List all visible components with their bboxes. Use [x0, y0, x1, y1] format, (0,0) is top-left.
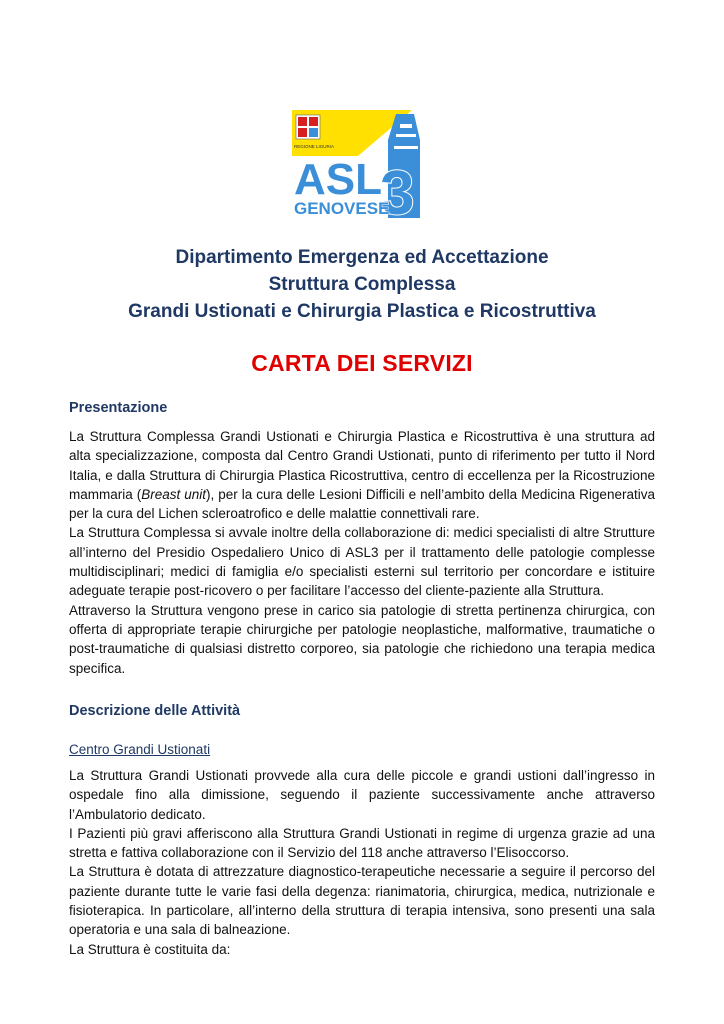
presentazione-paragraph-1 — [69, 427, 655, 523]
section-heading-descrizione: Descrizione delle Attività — [69, 703, 241, 719]
descrizione-paragraph-2: I Pazienti più gravi afferiscono alla Struttura Grandi Ustionati in regime di urgenza grazie ad una stretta e fattiva collaborazione con il Servizio del 118 anche attraverso l’Elisoccorso. — [69, 825, 655, 861]
descrizione-body — [69, 766, 655, 959]
logo-brand-sub: GENOVESE — [294, 199, 390, 218]
descrizione-paragraph-1: La Struttura Grandi Ustionati provvede alla cura delle piccole e grandi ustioni dall’ingresso in ospedale fino alla dimissione, seguendo il paziente successivamente anche attraverso l’Ambulatorio dedicato. — [69, 768, 655, 822]
presentazione-paragraph-3: Attraverso la Struttura vengono prese in carico sia patologie di stretta pertinenza chirurgica, con offerta di appropriate terapie chirurgiche per patologie neoplastiche, malformative, traumatiche o post-traumatiche di qualsiasi distretto corporeo, sia patologie che richiedono una terapia medica specifica. — [69, 602, 655, 676]
descrizione-paragraph-4: La Struttura è costituita da: — [69, 941, 231, 957]
section-heading-presentazione: Presentazione — [69, 400, 168, 416]
department-header — [0, 244, 724, 325]
presentazione-body — [69, 427, 655, 678]
header-line-2: Struttura Complessa — [268, 274, 456, 295]
document-title: CARTA DEI SERVIZI — [251, 350, 473, 376]
descrizione-paragraph-3: La Struttura è dotata di attrezzature diagnostico-terapeutiche necessarie a seguire il percorso del paziente durante tutte le varie fasi della degenza: rianimatoria, chirurgica, medica, nutrizionale e fisioterapica. In particolare, all’interno della struttura di terapia intensiva, sono presenti una sala operatoria e una sala di balneazione. — [69, 864, 655, 938]
subheading-centro-grandi-ustionati: Centro Grandi Ustionati — [69, 742, 211, 757]
p1-text-before: La Struttura Complessa Grandi Ustionati e Chirurgia Plastica e Ricostruttiva è una struttura ad alta specializzazione, composta dal Centro Grandi Ustionati, punto di riferimento per tutto il Nord Italia, e dalla Struttura di Chirurgia Plastica Ricostruttiva, centro di eccellenza per la Ricostruzione mammaria ( — [69, 429, 655, 502]
presentazione-paragraph-2: La Struttura Complessa si avvale inoltre della collaborazione di: medici specialisti di altre Strutture all’interno del Presidio Ospedaliero Unico di ASL3 per il trattamento delle patologie complesse multidisciplinari; medici di famiglia e/o specialisti esterni sul territorio per concordare e istituire adeguate terapie post-ricovero o per facilitare l’accesso del cliente-paziente alla Struttura. — [69, 525, 655, 599]
logo-brand-main: ASL — [294, 155, 382, 204]
asl3-logo-graphic — [292, 110, 434, 218]
logo-region-text: REGIONE LIGURIA — [294, 144, 335, 149]
asl3-logo — [292, 110, 434, 218]
header-line-3: Grandi Ustionati e Chirurgia Plastica e Ricostruttiva — [128, 301, 596, 322]
p1-italic-text: Breast unit — [141, 486, 207, 502]
logo-brand-number: 3 — [380, 159, 415, 218]
p1-text-after: ), per la cura delle Lesioni Difficili e nell’ambito della Medicina Rigenerativa per la cura del Lichen scleroatrofico e delle malattie connettivali rare. — [69, 486, 655, 522]
header-line-1: Dipartimento Emergenza ed Accettazione — [175, 247, 549, 268]
